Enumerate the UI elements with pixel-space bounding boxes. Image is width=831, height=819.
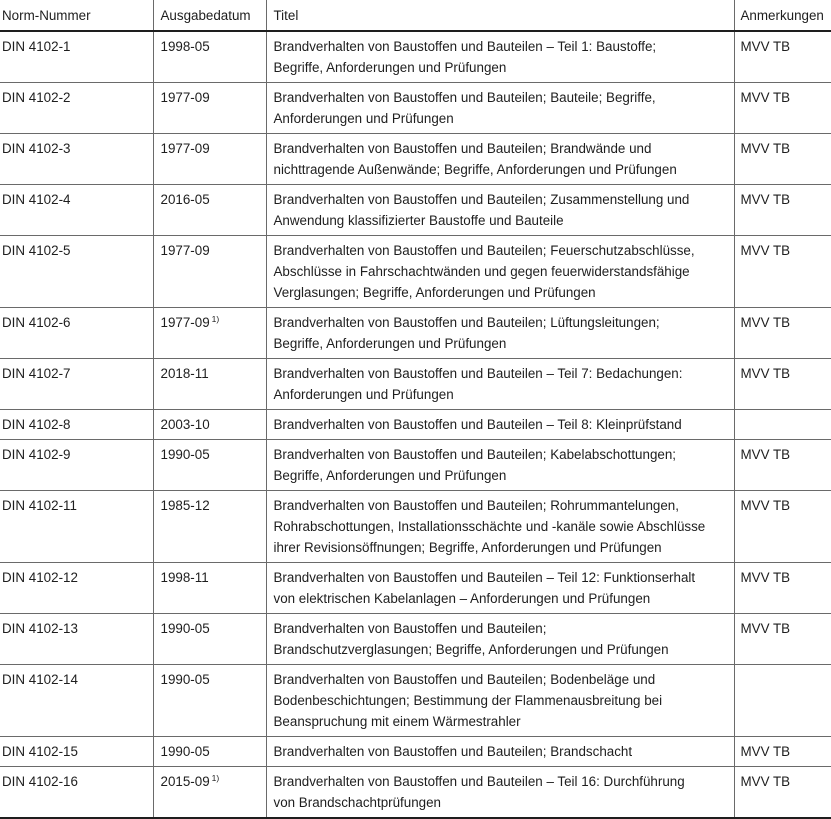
table-row <box>0 737 831 767</box>
norm-number-cell: DIN 4102-13 <box>2 621 78 636</box>
issue-date-cell <box>153 359 266 410</box>
issue-date-cell <box>153 236 266 308</box>
remarks-cell: MVV TB <box>734 440 831 491</box>
title-cell <box>266 83 734 134</box>
title-line: Brandverhalten von Baustoffen und Bauteilen; Brandwände und <box>273 141 652 156</box>
table-row <box>0 359 831 410</box>
issue-date-cell <box>153 767 266 819</box>
footnote-marker: 1) <box>211 313 220 324</box>
issue-date-value: 1990-05 <box>160 744 210 759</box>
issue-date-cell <box>153 614 266 665</box>
issue-date-value: 1990-05 <box>160 447 210 462</box>
title-line: Brandverhalten von Baustoffen und Bauteilen; Lüftungsleitungen; <box>273 315 660 330</box>
norm-number-cell: DIN 4102-4 <box>2 192 71 207</box>
issue-date-cell <box>153 440 266 491</box>
table-row <box>0 614 831 665</box>
title-line: ihrer Revisionsöffnungen; Begriffe, Anforderungen und Prüfungen <box>273 540 662 555</box>
remarks-cell: MVV TB <box>734 359 831 410</box>
table-row <box>0 410 831 440</box>
title-cell <box>266 185 734 236</box>
issue-date-value: 1977-09 <box>160 315 210 330</box>
issue-date-cell <box>153 665 266 737</box>
column-header-norm-number: Norm-Nummer <box>2 8 91 23</box>
title-cell <box>266 359 734 410</box>
issue-date-value: 1990-05 <box>160 621 210 636</box>
issue-date-cell <box>153 31 266 83</box>
remarks-cell: MVV TB <box>734 491 831 563</box>
remarks-cell: MVV TB <box>734 614 831 665</box>
title-cell <box>266 737 734 767</box>
issue-date-value: 2015-09 <box>160 774 210 789</box>
table-body <box>0 31 831 818</box>
title-cell <box>266 665 734 737</box>
title-line: Verglasungen; Begriffe, Anforderungen und Prüfungen <box>273 285 596 300</box>
norm-number-cell: DIN 4102-7 <box>2 366 71 381</box>
remarks-cell: MVV TB <box>734 767 831 819</box>
issue-date-cell <box>153 491 266 563</box>
title-line: Brandverhalten von Baustoffen und Bauteilen; Feuerschutzabschlüsse, <box>273 243 695 258</box>
issue-date-value: 1977-09 <box>160 141 210 156</box>
column-header-title: Titel <box>266 0 734 31</box>
remarks-cell: MVV TB <box>734 737 831 767</box>
remarks-cell: MVV TB <box>734 236 831 308</box>
issue-date-value: 1977-09 <box>160 243 210 258</box>
title-line: Begriffe, Anforderungen und Prüfungen <box>273 60 507 75</box>
title-line: nichttragende Außenwände; Begriffe, Anforderungen und Prüfungen <box>273 162 677 177</box>
remarks-cell: MVV TB <box>734 134 831 185</box>
title-line: Abschlüsse in Fahrschachtwänden und gegen feuerwiderstandsfähige <box>273 264 690 279</box>
norm-number-cell: DIN 4102-12 <box>2 570 78 585</box>
norm-number-cell: DIN 4102-16 <box>2 774 78 789</box>
title-line: Brandverhalten von Baustoffen und Bauteilen – Teil 16: Durchführung <box>273 774 685 789</box>
title-cell <box>266 410 734 440</box>
column-header-remarks: Anmerkungen <box>734 0 831 31</box>
issue-date-cell <box>153 410 266 440</box>
title-cell <box>266 614 734 665</box>
norm-number-cell: DIN 4102-2 <box>2 90 71 105</box>
norm-number-cell: DIN 4102-14 <box>2 672 78 687</box>
remarks-cell <box>734 665 831 737</box>
issue-date-cell <box>153 563 266 614</box>
issue-date-cell <box>153 83 266 134</box>
issue-date-value: 1977-09 <box>160 90 210 105</box>
remarks-cell: MVV TB <box>734 83 831 134</box>
title-line: Brandverhalten von Baustoffen und Bauteilen; Zusammenstellung und <box>273 192 690 207</box>
title-line: Begriffe, Anforderungen und Prüfungen <box>273 468 507 483</box>
footnote-marker: 1) <box>211 772 220 783</box>
title-line: Brandverhalten von Baustoffen und Bauteilen; Brandschacht <box>273 744 633 759</box>
title-line: Brandverhalten von Baustoffen und Bauteilen; Kabelabschottungen; <box>273 447 677 462</box>
title-line: Brandschutzverglasungen; Begriffe, Anforderungen und Prüfungen <box>273 642 669 657</box>
title-line: Brandverhalten von Baustoffen und Bauteilen – Teil 1: Baustoffe; <box>273 39 657 54</box>
title-cell <box>266 767 734 819</box>
norm-number-cell: DIN 4102-1 <box>2 39 71 54</box>
title-line: Brandverhalten von Baustoffen und Bauteilen – Teil 8: Kleinprüfstand <box>273 417 682 432</box>
issue-date-value: 2016-05 <box>160 192 210 207</box>
issue-date-value: 2018-11 <box>160 366 209 381</box>
title-line: Brandverhalten von Baustoffen und Bauteilen; Rohrummantelungen, <box>273 498 679 513</box>
table-row <box>0 83 831 134</box>
title-line: Beanspruchung mit einem Wärmestrahler <box>273 714 521 729</box>
issue-date-value: 2003-10 <box>160 417 210 432</box>
remarks-cell: MVV TB <box>734 563 831 614</box>
table-row <box>0 134 831 185</box>
title-cell <box>266 308 734 359</box>
title-line: von Brandschachtprüfungen <box>273 795 442 810</box>
norm-number-cell: DIN 4102-11 <box>2 498 77 513</box>
title-cell <box>266 491 734 563</box>
issue-date-cell <box>153 737 266 767</box>
table-row <box>0 185 831 236</box>
issue-date-cell <box>153 308 266 359</box>
title-line: Brandverhalten von Baustoffen und Bauteilen; <box>273 621 547 636</box>
issue-date-value: 1985-12 <box>160 498 210 513</box>
title-cell <box>266 31 734 83</box>
norm-number-cell: DIN 4102-8 <box>2 417 71 432</box>
title-cell <box>266 236 734 308</box>
norm-number-cell: DIN 4102-3 <box>2 141 71 156</box>
remarks-cell: MVV TB <box>734 31 831 83</box>
norm-number-cell: DIN 4102-5 <box>2 243 71 258</box>
table-header <box>0 0 831 31</box>
issue-date-value: 1998-11 <box>160 570 209 585</box>
title-cell <box>266 563 734 614</box>
table-row <box>0 563 831 614</box>
issue-date-value: 1990-05 <box>160 672 210 687</box>
issue-date-cell <box>153 134 266 185</box>
title-cell <box>266 134 734 185</box>
norm-number-cell: DIN 4102-15 <box>2 744 78 759</box>
norm-number-cell: DIN 4102-9 <box>2 447 71 462</box>
title-cell <box>266 440 734 491</box>
title-line: Brandverhalten von Baustoffen und Bauteilen; Bauteile; Begriffe, <box>273 90 656 105</box>
table-row <box>0 31 831 83</box>
table-row <box>0 236 831 308</box>
remarks-cell: MVV TB <box>734 308 831 359</box>
table-row <box>0 767 831 819</box>
title-line: Anforderungen und Prüfungen <box>273 111 454 126</box>
title-line: Brandverhalten von Baustoffen und Bauteilen – Teil 7: Bedachungen: <box>273 366 683 381</box>
title-line: Rohrabschottungen, Installationsschächte und -kanäle sowie Abschlüsse <box>273 519 706 534</box>
table-row <box>0 440 831 491</box>
table-row <box>0 665 831 737</box>
column-header-issue-date: Ausgabedatum <box>153 0 266 31</box>
header-row <box>0 0 831 31</box>
norm-number-cell: DIN 4102-6 <box>2 315 71 330</box>
title-line: Anforderungen und Prüfungen <box>273 387 454 402</box>
issue-date-cell <box>153 185 266 236</box>
title-line: Bodenbeschichtungen; Bestimmung der Flammenausbreitung bei <box>273 693 663 708</box>
remarks-cell: MVV TB <box>734 185 831 236</box>
title-line: Anwendung klassifizierter Baustoffe und Bauteile <box>273 213 564 228</box>
table-row <box>0 308 831 359</box>
issue-date-value: 1998-05 <box>160 39 210 54</box>
remarks-cell <box>734 410 831 440</box>
title-line: Brandverhalten von Baustoffen und Bauteilen – Teil 12: Funktionserhalt <box>273 570 696 585</box>
title-line: von elektrischen Kabelanlagen – Anforderungen und Prüfungen <box>273 591 651 606</box>
title-line: Begriffe, Anforderungen und Prüfungen <box>273 336 507 351</box>
title-line: Brandverhalten von Baustoffen und Bauteilen; Bodenbeläge und <box>273 672 656 687</box>
table-row <box>0 491 831 563</box>
